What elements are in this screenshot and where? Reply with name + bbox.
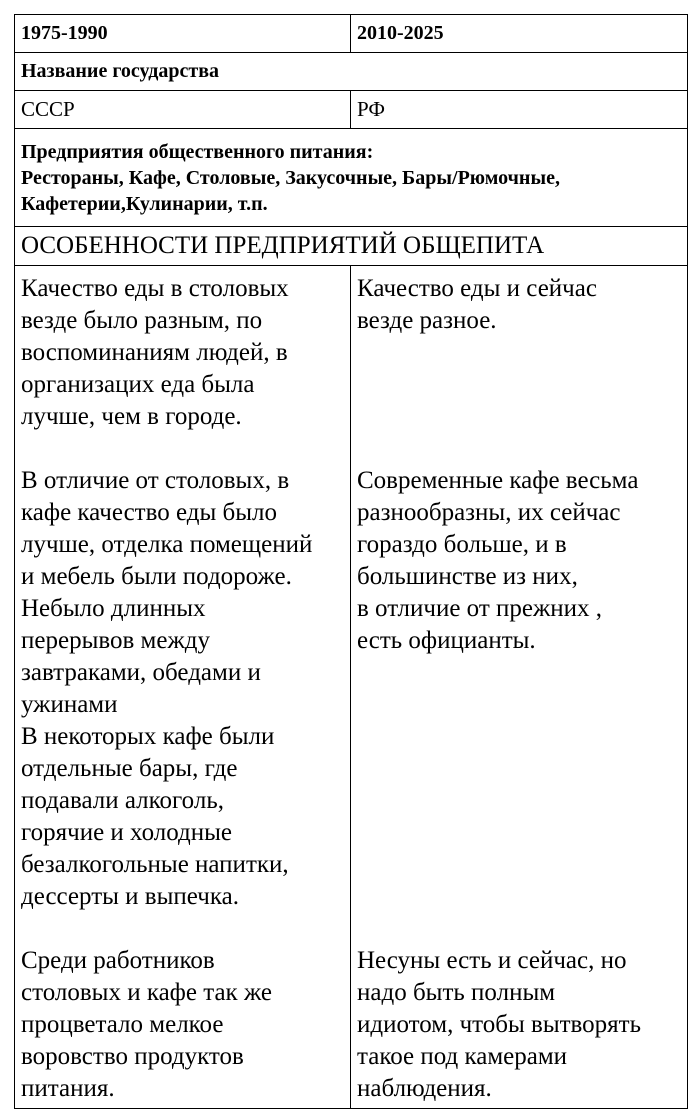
feature-ussr-theft: Среди работников столовых и кафе так же процветало мелкое воровство продуктов питания.	[21, 947, 272, 1102]
feature-rf-quality: Качество еды и сейчас везде разное.	[357, 275, 597, 334]
feature-rf-cafes: Современные кафе весьма разнообразны, их сейчас гораздо больше, и в большинстве из них, в отличие от прежних , есть официанты.	[357, 467, 639, 654]
state-ussr: СССР	[21, 97, 75, 121]
row-divider	[15, 128, 687, 129]
feature-rf-theft: Несуны есть и сейчас, но надо быть полным идиотом, чтобы вытворять такое под камерами наблюдения.	[357, 947, 642, 1102]
enterprises-list-line-2: Кафетерии,Кулинарии, т.п.	[21, 193, 268, 215]
section-title: ОСОБЕННОСТИ ПРЕДПРИЯТИЙ ОБЩЕПИТА	[21, 232, 545, 259]
feature-ussr-cafes: В отличие от столовых, в кафе качество еды было лучше, отделка помещений и мебель были подороже. Небыло длинных перерывов между завтраками, обедами и ужинами В некоторых кафе были отдельные бары, где подавали алкоголь, горячие и холодные безалкогольные напитки, дессерты и выпечка.	[21, 467, 313, 910]
enterprises-block	[15, 139, 687, 217]
state-rf: РФ	[357, 97, 385, 121]
row-divider	[15, 265, 687, 266]
header-period-2: 2010-2025	[357, 22, 444, 44]
enterprises-title: Предприятия общественного питания:	[21, 141, 374, 163]
state-title: Название государства	[21, 60, 219, 82]
enterprises-list-line-1: Рестораны, Кафе, Столовые, Закусочные, Бары/Рюмочные,	[21, 167, 560, 189]
header-period-1: 1975-1990	[21, 22, 108, 44]
comparison-table	[14, 14, 688, 1109]
feature-ussr-quality: Качество еды в столовых везде было разным, по воспоминаниям людей, в организацих еда была лучше, чем в городе.	[21, 275, 289, 430]
